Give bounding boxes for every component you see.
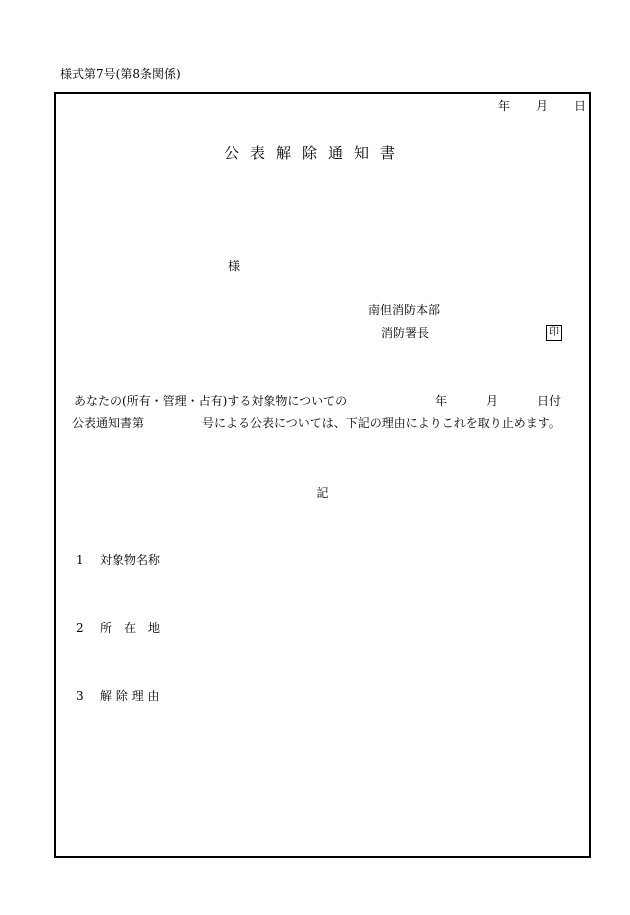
item-label-cancellation-reason: 解 除 理 由 xyxy=(100,689,160,703)
body-line1-year: 年 xyxy=(435,394,448,408)
date-day-label: 日 xyxy=(574,99,587,113)
form-number-label: 様式第7号(第8条関係) xyxy=(60,67,181,81)
date-month-label: 月 xyxy=(536,99,549,113)
body-line1-month: 月 xyxy=(486,394,499,408)
seal-mark: 印 xyxy=(546,325,562,341)
ki-heading: 記 xyxy=(316,486,329,500)
body-line1-text: あなたの(所有・管理・占有)する対象物についての xyxy=(74,394,348,408)
item-label-object-name: 対象物名称 xyxy=(100,553,161,567)
date-year-label: 年 xyxy=(498,99,511,113)
issuer-title: 消防署長 xyxy=(381,326,430,340)
document-frame xyxy=(54,92,591,858)
item-number-1: 1 xyxy=(76,553,84,567)
item-label-location: 所 在 地 xyxy=(100,621,161,635)
item-number-2: 2 xyxy=(76,621,84,635)
item-number-3: 3 xyxy=(76,689,84,703)
issuer-organization: 南但消防本部 xyxy=(368,303,441,317)
document-title: 公表解除通知書 xyxy=(223,144,406,162)
body-line2-end: 号による公表については、下記の理由によりこれを取り止めます。 xyxy=(202,416,561,430)
body-line2-start: 公表通知書第 xyxy=(72,416,145,430)
body-line1-day: 日付 xyxy=(537,394,562,408)
addressee-suffix: 様 xyxy=(228,259,241,273)
